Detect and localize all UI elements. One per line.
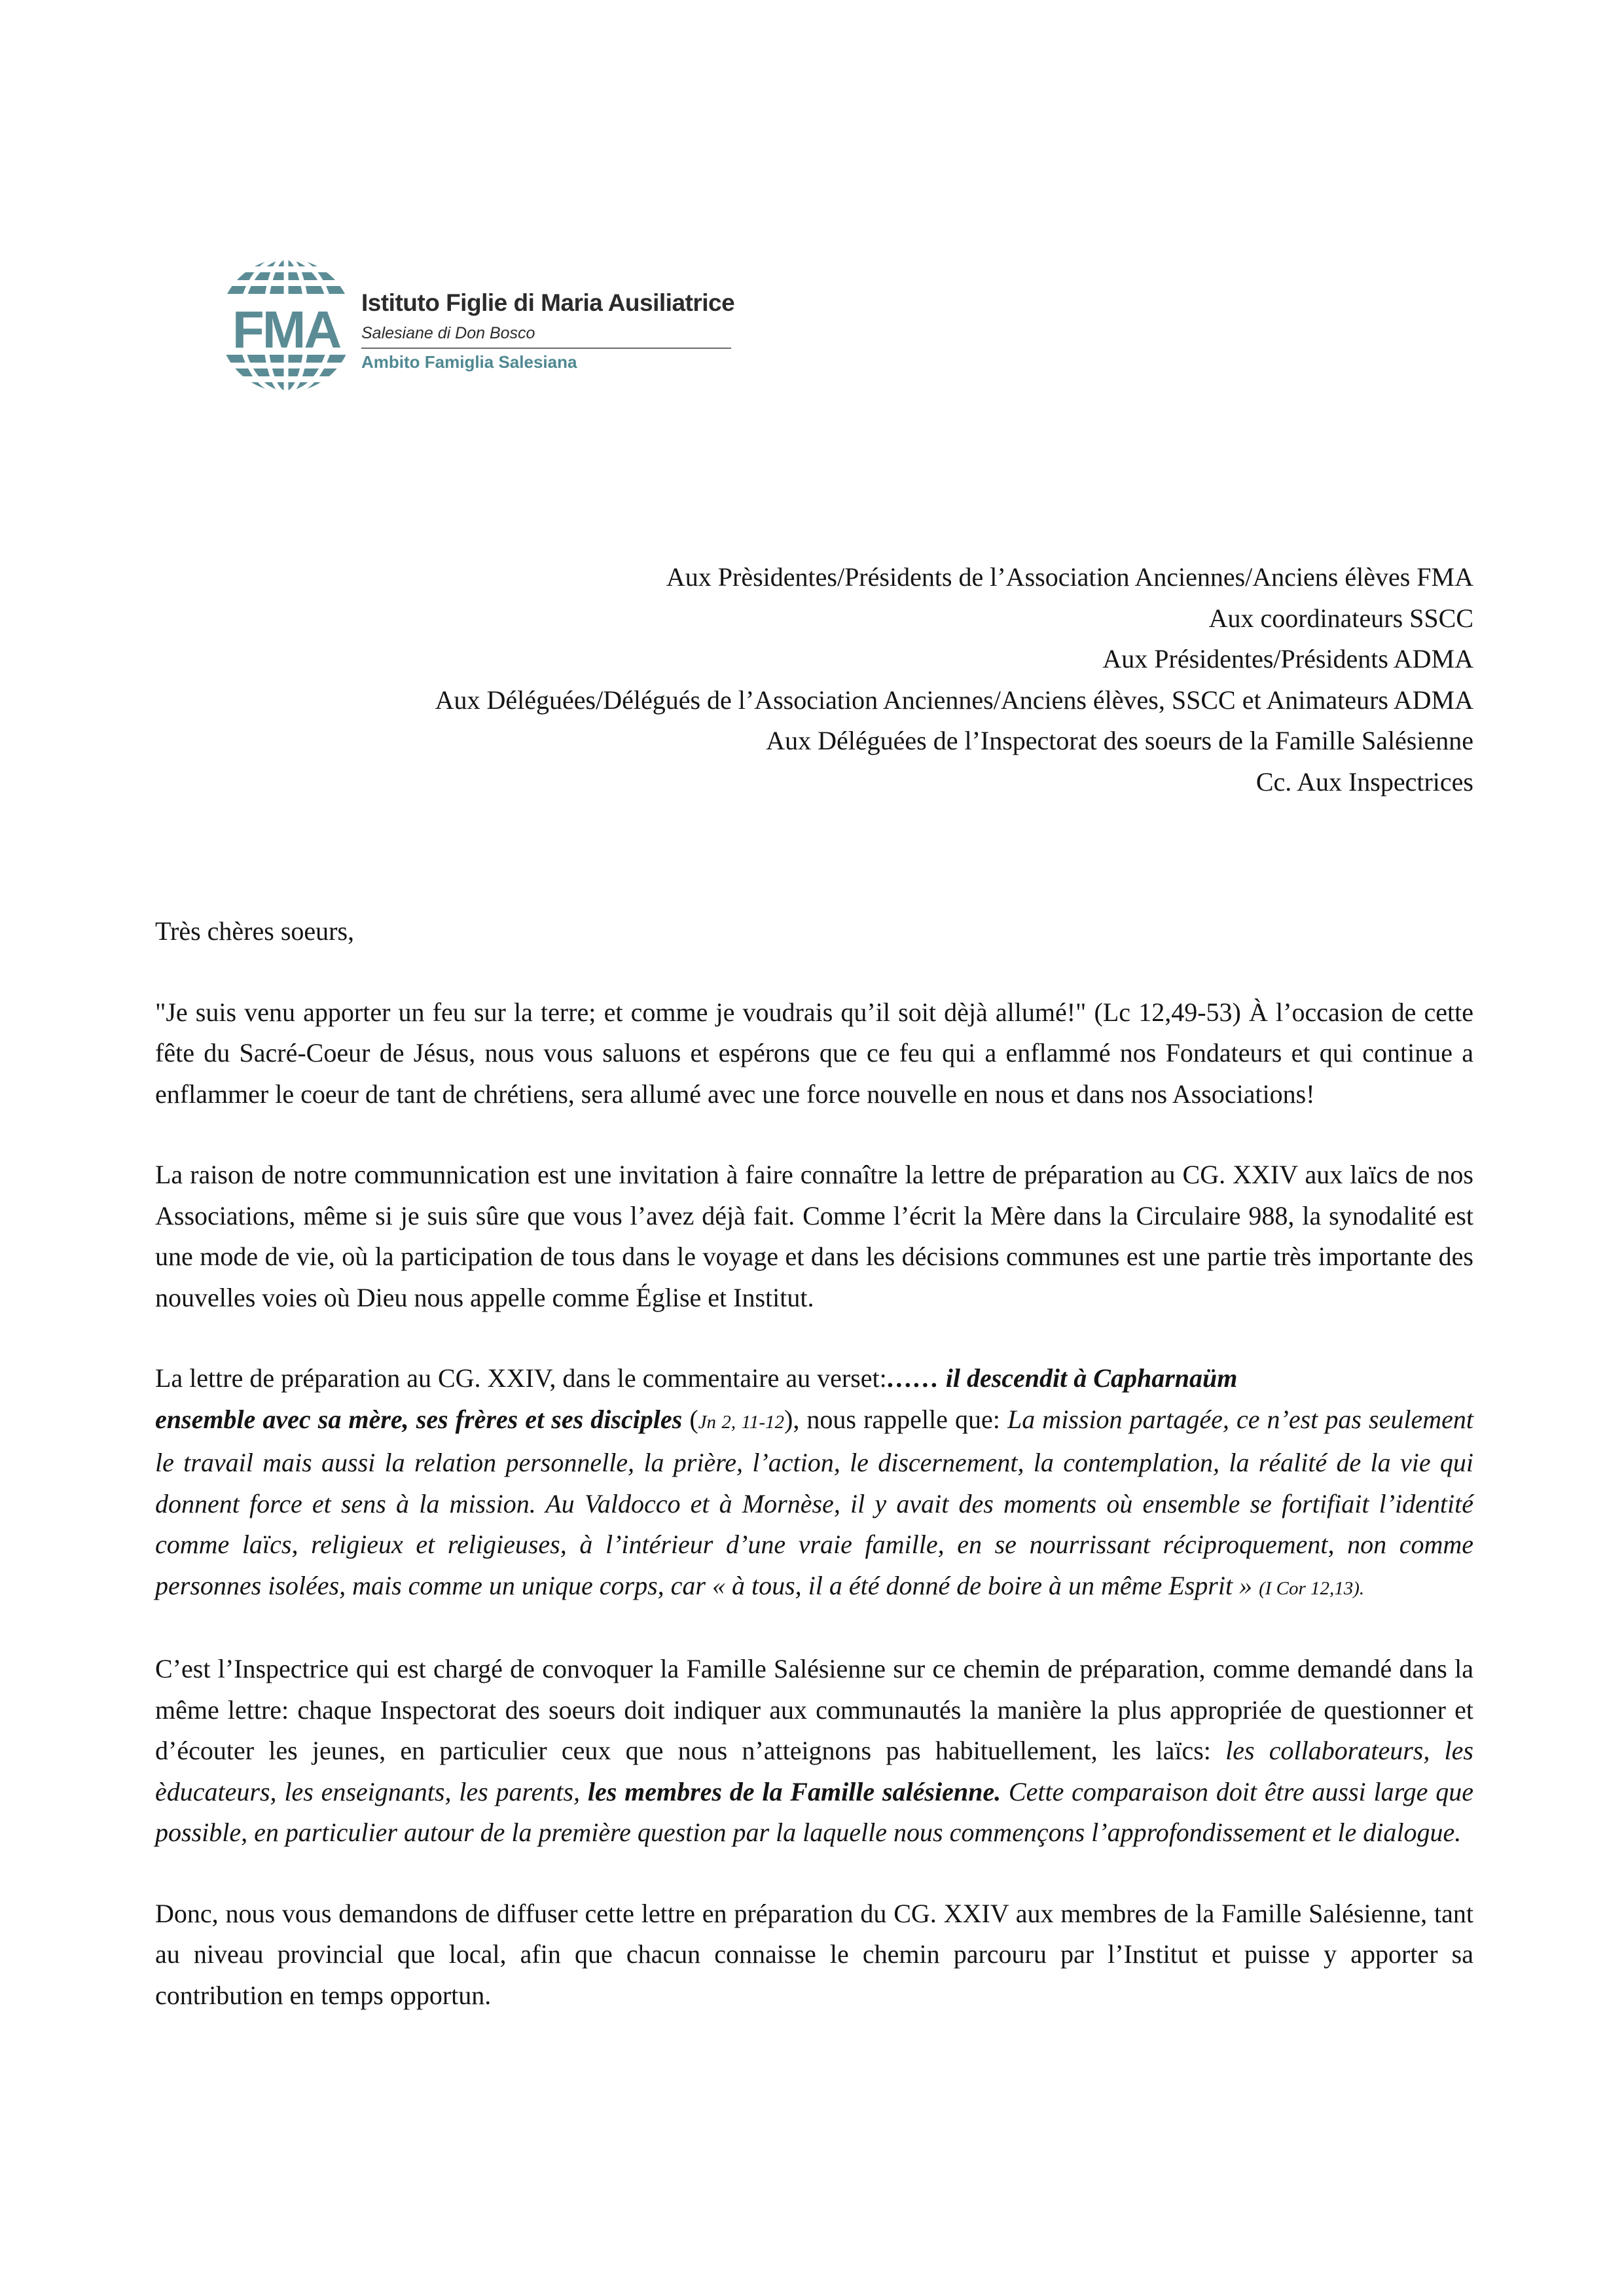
paragraph-first-line — [155, 1358, 1473, 1399]
verse-ref-close: ) — [784, 1404, 793, 1434]
addressee-line: Aux Présidentes/Présidents ADMA — [1102, 644, 1473, 673]
salesian-family-members: les membres de la Famille salésienne. — [587, 1776, 1001, 1806]
quote-reference: (I Cor 12,13). — [1259, 1577, 1365, 1599]
logo-divider — [361, 348, 731, 349]
institute-subtitle: Salesiane di Don Bosco — [361, 324, 535, 342]
institute-logo — [216, 257, 740, 394]
paragraph-preparation-letter — [155, 1358, 1473, 1609]
paragraph-request: Donc, nous vous demandons de diffuser cette lettre en préparation du CG. XXIV aux membres de la Famille Salésienne, tant au niveau provincial que local, afin que chacun connaisse le chemin parcouru par l’Institut et puisse y apporter sa contribution en temps opportun. — [155, 1898, 1473, 2010]
paragraph-inspectrice — [155, 1649, 1473, 1854]
institute-ambito: Ambito Famiglia Salesiana — [361, 352, 577, 372]
addressee-line: Aux Prèsidentes/Présidents de l’Association Anciennes/Anciens élèves FMA — [666, 562, 1473, 592]
verse-text-1: …… il descendit à Capharnaüm — [886, 1363, 1238, 1393]
letter-body — [155, 911, 1473, 2056]
institute-name: Istituto Figlie di Maria Ausiliatrice — [361, 289, 735, 316]
verse-middle: , nous rappelle que: — [793, 1404, 1007, 1434]
salutation: Très chères soeurs, — [155, 916, 355, 946]
laity-list: les collaborateurs, les èducateurs, les enseignants, les parents, — [155, 1736, 1473, 1806]
verse-intro: La lettre de préparation au CG. XXIV, dans le commentaire au verset: — [155, 1363, 887, 1393]
addressee-block — [99, 557, 1473, 802]
mission-quote: La mission partagée, ce n’est pas seulement le travail mais aussi la relation personnelle, la prière, l’action, le discernement, la contemplation, la réalité de la vie qui donnent force et sens à la mission. Au Valdocco et à Mornèse, il y avait des moments où ensemble se fortifiait l’identité comme laïcs, religieux et religieuses, à l’intérieur d’une vraie famille, en se nourrissant réciproquement, non comme personnes isolées, mais comme un unique corps, car « à tous, il a été donné de boire à un même Esprit » — [155, 1404, 1473, 1600]
verse-text-2: ensemble avec sa mère, ses frères et ses disciples — [155, 1404, 683, 1434]
svg-text:FMA: FMA — [232, 300, 340, 359]
paragraph-communication: La raison de notre communnication est une invitation à faire connaître la lettre de préparation au CG. XXIV aux laïcs de nos Associations, même si je suis sûre que vous l’avez déjà fait. Comme l’écrit la Mère dans la Circulaire 988, la synodalité est une mode de vie, où la participation de tous dans le voyage et dans les décisions communes est une partie très importante des nouvelles voies où Dieu nous appelle comme Église et Institut. — [155, 1160, 1473, 1312]
verse-reference: Jn 2, 11-12 — [698, 1411, 784, 1433]
addressee-line: Aux Déléguées de l’Inspectorat des soeurs de la Famille Salésienne — [766, 726, 1473, 755]
paragraph-intro: "Je suis venu apporter un feu sur la terre; et comme je voudrais qu’il soit dèjà allumé!" (Lc 12,49-53) À l’occasion de cette fête du Sacré-Coeur de Jésus, nous vous saluons et espérons que ce feu qui a enflammé nos Fondateurs et qui continue a enflammer le coeur de tant de chrétiens, sera allumé avec une force nouvelle en nous et dans nos Associations! — [155, 997, 1473, 1109]
inspectrice-intro: C’est l’Inspectrice qui est chargé de convoquer la Famille Salésienne sur ce chemin de préparation, comme demandé dans la même lettre: chaque Inspectorat des soeurs doit indiquer aux communautés la manière la plus appropriée de questionner et d’écouter les jeunes, en particulier ceux que nous n’atteignons pas habituellement, les laïcs: — [155, 1654, 1473, 1765]
addressee-line: Aux Déléguées/Délégués de l’Association Anciennes/Anciens élèves, SSCC et Animateurs ADMA — [435, 685, 1473, 715]
addressee-line: Aux coordinateurs SSCC — [1208, 603, 1473, 633]
addressee-line: Cc. Aux Inspectrices — [1255, 766, 1473, 797]
verse-ref-open: ( — [682, 1404, 698, 1434]
inspectrice-closing: Cette comparaison doit être aussi large que possible, en particulier autour de la première question par la laquelle nous commençons l’approfondissement et le dialogue. — [155, 1776, 1473, 1847]
fma-globe-icon — [216, 257, 356, 394]
